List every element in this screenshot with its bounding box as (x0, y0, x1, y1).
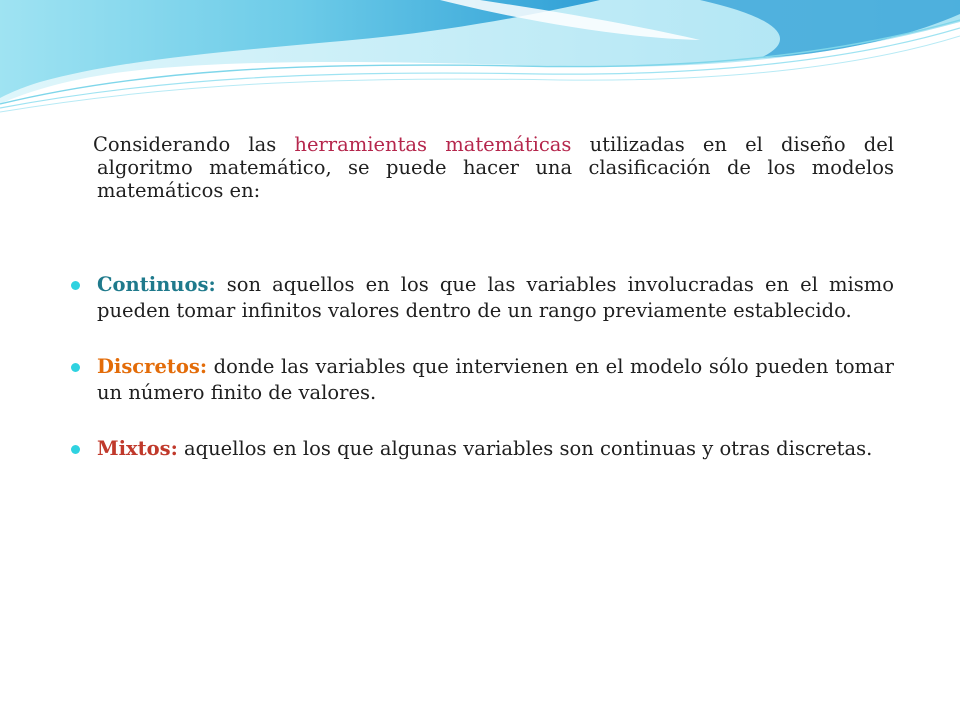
list-item-mixtos (70, 436, 894, 462)
term-discretos: Discretos: (97, 355, 208, 378)
term-mixtos: Mixtos: (97, 437, 178, 460)
desc-mixtos: aquellos en los que algunas variables son continuas y otras discretas. (177, 437, 873, 460)
bullet-dot-icon (71, 281, 80, 290)
list-item-discretos (70, 354, 894, 406)
bullet-dot-icon (71, 363, 80, 372)
intro-text-start: Considerando las (93, 133, 295, 156)
bullet-dot-icon (71, 445, 80, 454)
term-continuos: Continuos: (97, 273, 216, 296)
desc-continuos: son aquellos en los que las variables involucradas en el mismo pueden tomar infinitos valores dentro de un rango previamente establecido. (97, 273, 894, 322)
intro-text-end: utilizadas en el diseño del algoritmo matemático, se puede hacer una clasificación de los modelos matemáticos en: (97, 133, 894, 202)
model-types-list (70, 272, 894, 462)
intro-paragraph (70, 133, 894, 202)
list-item-continuos (70, 272, 894, 324)
desc-discretos: donde las variables que intervienen en el modelo sólo pueden tomar un número finito de valores. (97, 355, 894, 404)
intro-highlight: herramientas matemáticas (294, 133, 572, 156)
